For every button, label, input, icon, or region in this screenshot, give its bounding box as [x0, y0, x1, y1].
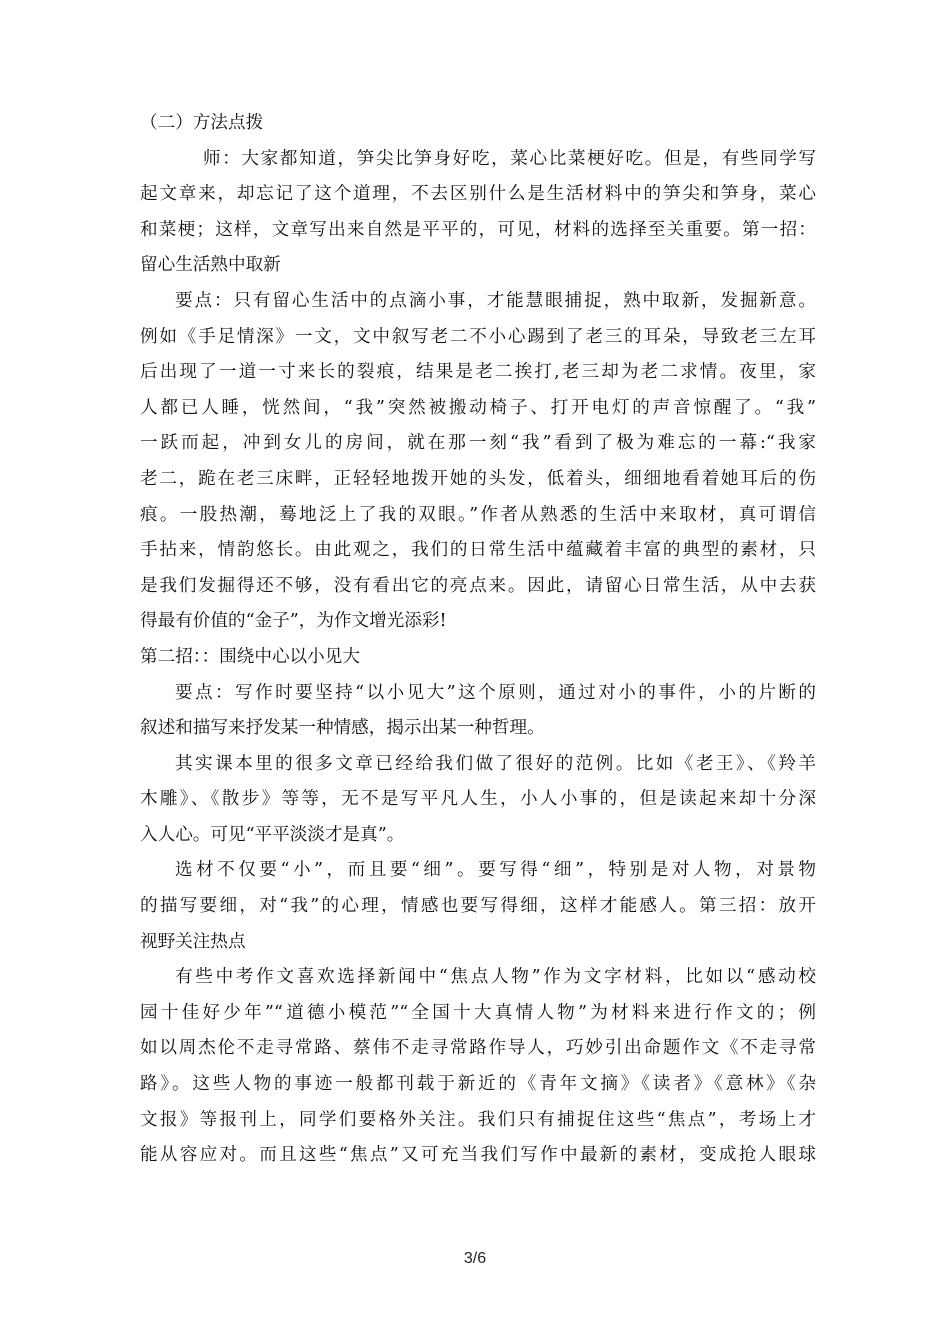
- text-line: 要点：只有留心生活中的点滴小事，才能慧眼捕捉，熟中取新，发掘新意。: [175, 290, 816, 311]
- paragraph-teacher-intro: [140, 142, 816, 284]
- paragraph-tip-two-title: [140, 640, 816, 676]
- text-line: 和菜梗；这样，文章写出来自然是平平的，可见，材料的选择至关重要。第一招：: [140, 219, 816, 240]
- paragraph-examples: [140, 747, 816, 854]
- text-line: 叙述和描写来抒发某一种情感，揭示出某一种哲理。: [140, 718, 545, 739]
- text-line: 后出现了一道一寸来长的裂痕，结果是老二挨打,老三却为老二求情。夜里，家: [140, 362, 816, 383]
- paragraph-hot-topics: [140, 960, 816, 1174]
- text-line: 得最有价值的“金子”，为作文增光添彩!: [140, 611, 447, 632]
- text-line: 痕。一股热潮，蓦地泛上了我的双眼。”作者从熟悉的生活中来取材，真可谓信: [140, 504, 816, 525]
- paragraph-point-two: [140, 676, 816, 747]
- document-body: [140, 106, 816, 1174]
- text-line: 人都已人睡，恍然间，“我”突然被搬动椅子、打开电灯的声音惊醒了。“我”: [140, 397, 816, 418]
- text-line: 一跃而起，冲到女儿的房间，就在那一刻“我”看到了极为难忘的一幕:“我家: [140, 433, 816, 454]
- section-heading: （二）方法点拨: [140, 113, 264, 133]
- text-line: 其实课本里的很多文章已经给我们做了很好的范例。比如《老王》、《羚羊: [175, 753, 816, 774]
- page-number: 3/6: [463, 1250, 487, 1267]
- text-line: 如以周杰伦不走寻常路、蔡伟不走寻常路作导人，巧妙引出命题作文《不走寻常: [140, 1038, 816, 1059]
- text-line: 园十佳好少年”“道德小模范”“全国十大真情人物”为材料来进行作文的；例: [140, 1002, 816, 1023]
- text-line: 是我们发掘得还不够，没有看出它的亮点来。因此，请留心日常生活，从中去获: [140, 575, 816, 596]
- text-line: 入人心。可见“平平淡淡才是真”。: [140, 824, 405, 845]
- text-line: 视野关注热点: [140, 931, 246, 952]
- text-line: 要点：写作时要坚持“以小见大”这个原则，通过对小的事件，小的片断的: [175, 682, 816, 703]
- text-line: 师：大家都知道，笋尖比笋身好吃，菜心比菜梗好吃。但是，有些同学写: [203, 148, 816, 169]
- text-line: 老二，跪在老三床畔，正轻轻地拨开她的头发，低着头，细细地看着她耳后的伤: [140, 468, 816, 489]
- text-line: 木雕》、《散步》等等，无不是写平凡人生，小人小事的，但是读起来却十分深: [140, 789, 816, 810]
- paragraph-point-one: [140, 284, 816, 640]
- text-line: 选材不仅要“小”，而且要“细”。要写得“细”，特别是对人物，对景物: [175, 860, 816, 881]
- text-line: 的描写要细，对“我”的心理，情感也要写得细，这样才能感人。第三招：放开: [140, 896, 816, 917]
- text-line: 文报》等报刊上，同学们要格外关注。我们只有捕捉住这些“焦点”，考场上才: [140, 1109, 816, 1130]
- text-line: 第二招：：围绕中心以小见大: [140, 646, 360, 667]
- paragraph-detail: [140, 853, 816, 960]
- text-line: 起文章来，却忘记了这个道理，不去区别什么是生活材料中的笋尖和笋身，菜心: [140, 184, 816, 205]
- text-line: 留心生活熟中取新: [140, 255, 281, 276]
- text-line: 例如《手足情深》一文，文中叙写老二不小心踢到了老三的耳朵，导致老三左耳: [140, 326, 816, 347]
- text-line: 手拈来，情韵悠长。由此观之，我们的日常生活中蕴藏着丰富的典型的素材，只: [140, 540, 816, 561]
- text-line: 有些中考作文喜欢选择新闻中“焦点人物”作为文字材料，比如以“感动校: [175, 967, 816, 988]
- text-line: 能从容应对。而且这些“焦点”又可充当我们写作中最新的素材，变成抢人眼球: [140, 1145, 816, 1166]
- text-line: 路》。这些人物的事迹一般都刊载于新近的《青年文摘》《读者》《意林》《杂: [140, 1074, 816, 1095]
